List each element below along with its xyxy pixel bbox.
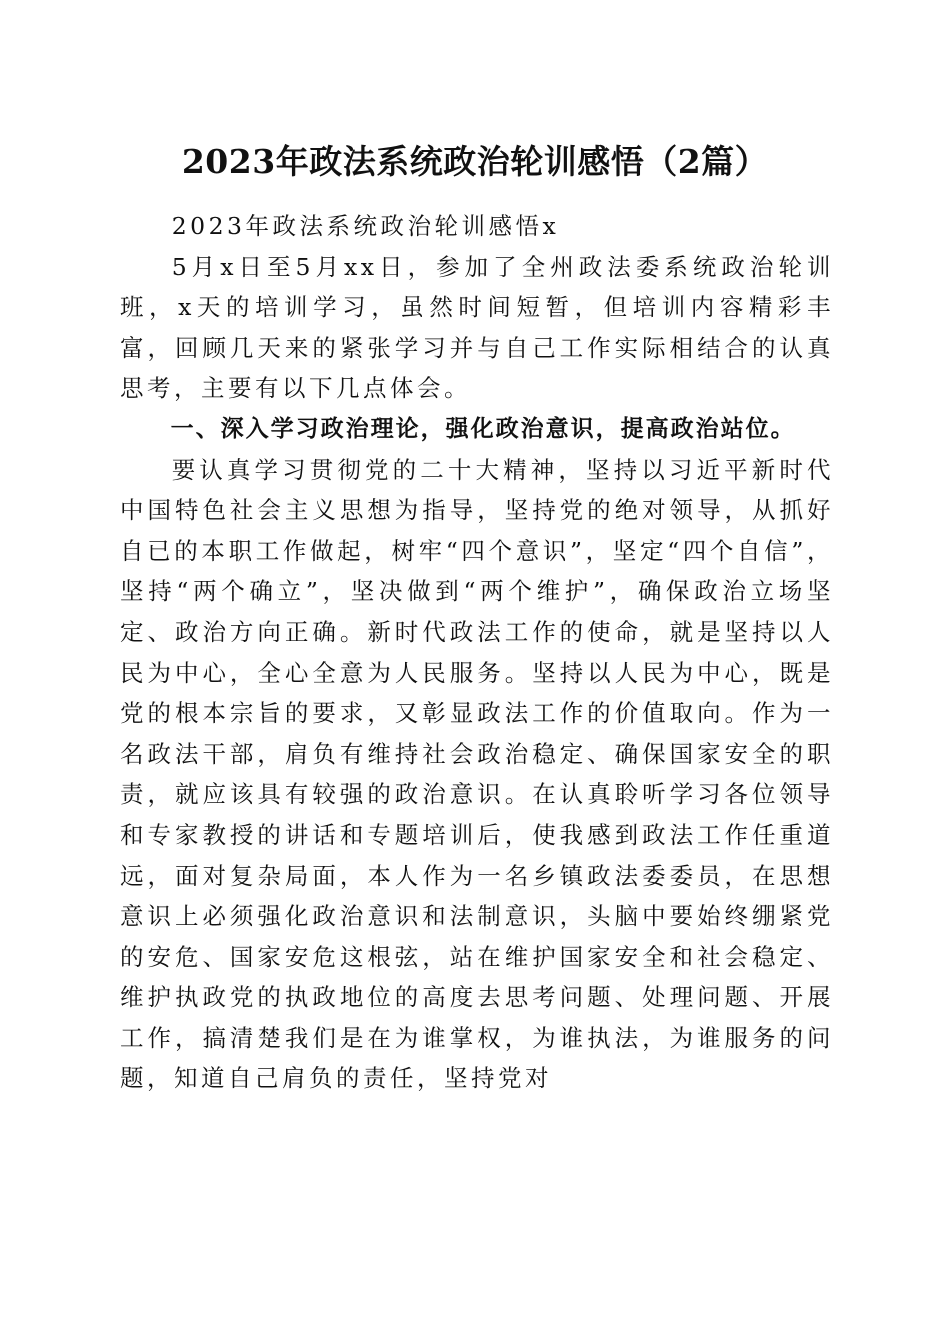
document-body <box>120 206 834 1099</box>
section-1-heading: 一、深入学习政治理论，强化政治意识，提高政治站位。 <box>170 415 796 442</box>
article-subtitle: 2023年政法系统政治轮训感悟x <box>171 212 560 240</box>
section-1-paragraph: 要认真学习贯彻党的二十大精神，坚持以习近平新时代中国特色社会主义思想为指导，坚持党的绝对领导，从抓好自已的本职工作做起，树牢“四个意识”，坚定“四个自信”，坚持“两个确立”，坚决做到“两个维护”，确保政治立场坚定、政治方向正确。新时代政法工作的使命，就是坚持以人民为中心，全心全意为人民服务。坚持以人民为中心，既是党的根本宗旨的要求，又彰显政法工作的价值取向。作为一名政法干部，肩负有维持社会政治稳定、确保国家安全的职责，就应该具有较强的政治意识。在认真聆听学习各位领导和专家教授的讲话和专题培训后，使我感到政法工作任重道远，面对复杂局面，本人作为一名乡镇政法委委员，在思想意识上必须强化政治意识和法制意识，头脑中要始终绷紧党的安危、国家安危这根弦，站在维护国家安全和社会稳定、维护执政党的执政地位的高度去思考问题、处理问题、开展工作，搞清楚我们是在为谁掌权，为谁执法，为谁服务的问题，知道自己肩负的责任，坚持党对 <box>120 455 834 1093</box>
document-title: 2023年政法系统政治轮训感悟（2篇） <box>181 142 769 181</box>
intro-paragraph: 5月x日至5月xx日，参加了全州政法委系统政治轮训班，x天的培训学习，虽然时间短暂，但培训内容精彩丰富，回顾几天来的紧张学习并与自己工作实际相结合的认真思考，主要有以下几点体会。 <box>120 252 834 403</box>
